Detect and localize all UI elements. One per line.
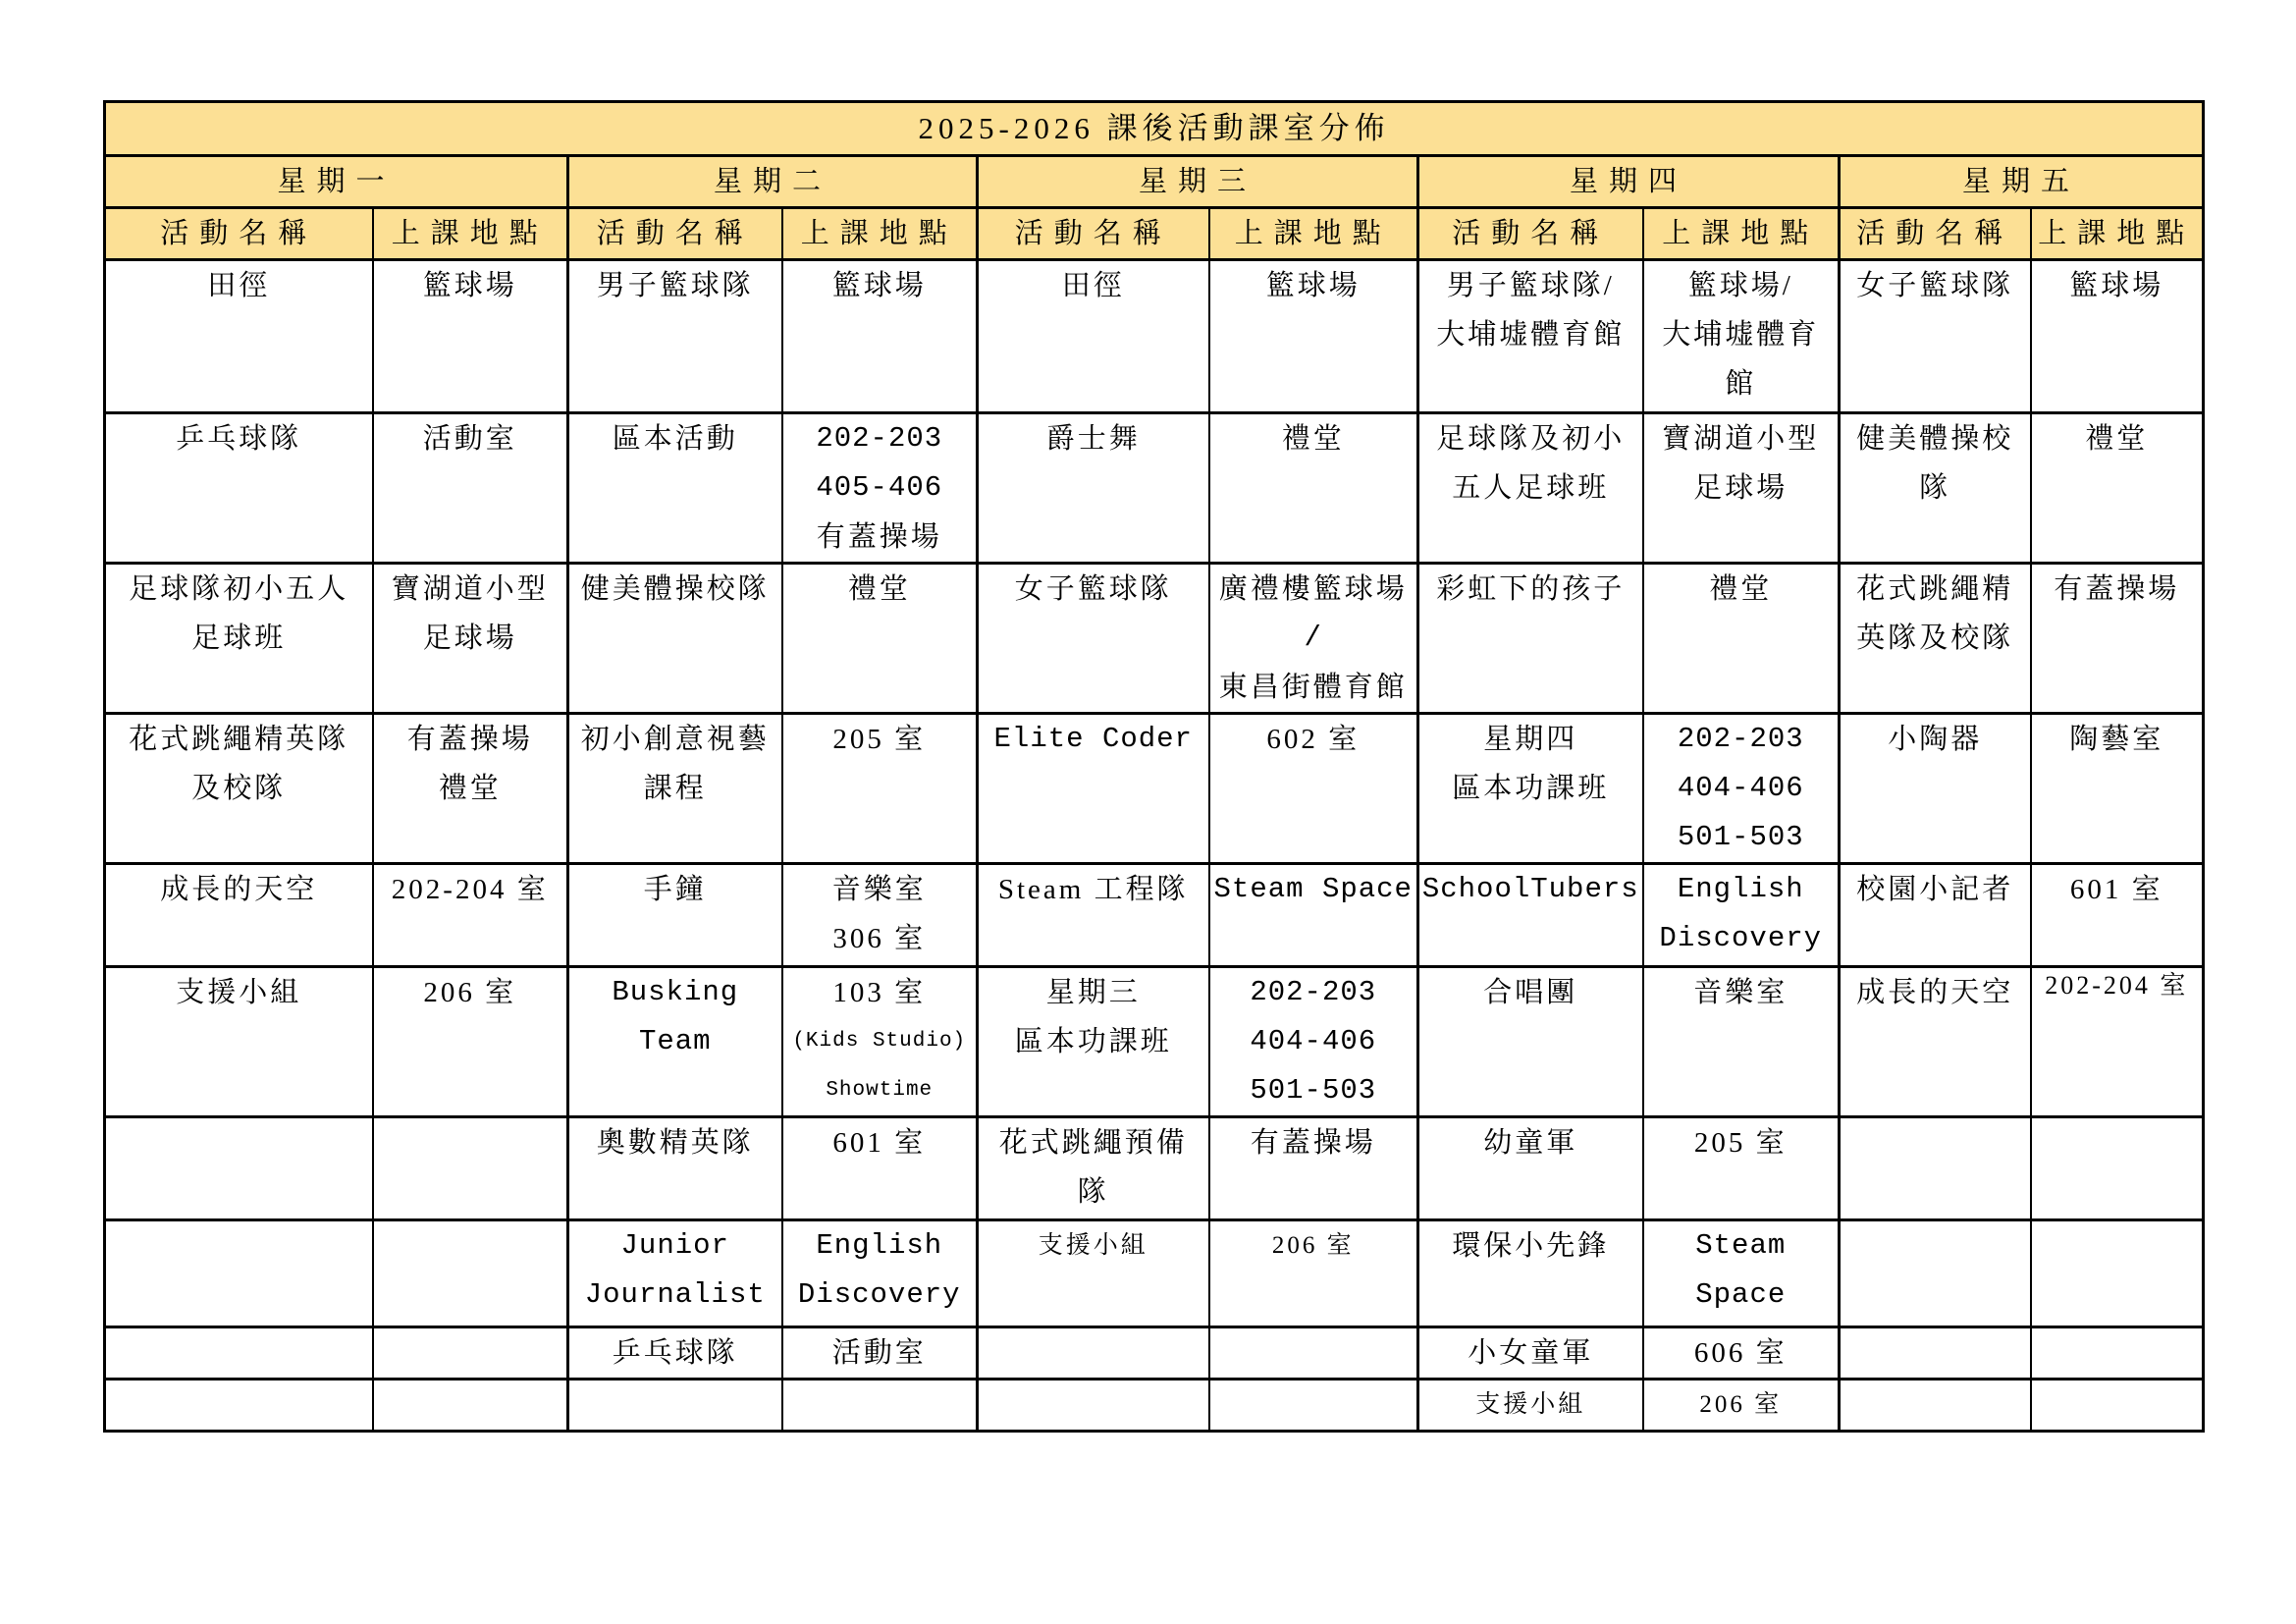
- activity-name-cell: [105, 967, 373, 1117]
- activity-name-cell: [1840, 413, 2031, 564]
- cell-line: 手鐘: [643, 874, 707, 905]
- table-title: 2025-2026 課後活動課室分佈: [105, 102, 2204, 156]
- location-cell: [2031, 714, 2204, 864]
- activity-name-cell: [105, 1327, 373, 1380]
- location-cell: [1643, 1380, 1840, 1432]
- table-row: [105, 1220, 2204, 1327]
- cell-line: 健美體操校隊: [580, 573, 770, 605]
- cell-line: 男子籃球隊: [596, 270, 754, 301]
- cell-line: 籃球場/: [1687, 270, 1793, 301]
- cell-line: 禮堂: [1709, 573, 1773, 605]
- location-cell: [782, 260, 978, 413]
- location-cell: [1643, 260, 1840, 413]
- cell-line: 足球場: [422, 623, 517, 654]
- cell-line: 有蓋操場: [2054, 573, 2180, 605]
- cell-line: SchoolTubers: [1421, 873, 1639, 905]
- cell-line: (Kids Studio): [792, 1030, 967, 1053]
- cell-line: Steam: [1695, 1229, 1787, 1262]
- activity-name-cell: [568, 413, 782, 564]
- day-header-monday: 星期一: [105, 156, 568, 208]
- table-row: [105, 967, 2204, 1117]
- cell-line: 籃球場: [422, 270, 517, 301]
- location-cell: [782, 1327, 978, 1380]
- activity-name-cell: [1840, 1117, 2031, 1220]
- cell-line: 星期三: [1045, 977, 1141, 1008]
- location-cell: [1643, 864, 1840, 967]
- location-cell: [373, 1117, 568, 1220]
- activity-name-cell: [568, 864, 782, 967]
- cell-line: 202-203: [816, 422, 943, 455]
- activity-name-cell: [978, 260, 1209, 413]
- location-cell: [373, 564, 568, 714]
- activity-name-cell: [1418, 260, 1643, 413]
- activity-name-cell: [978, 967, 1209, 1117]
- cell-line: Journalist: [584, 1278, 766, 1311]
- location-cell: [1209, 864, 1418, 967]
- subheader-location: 上課地點: [1209, 208, 1418, 260]
- activity-name-cell: [1840, 260, 2031, 413]
- activity-name-cell: [1418, 1327, 1643, 1380]
- cell-line: 課程: [643, 773, 707, 804]
- location-cell: [1643, 1220, 1840, 1327]
- cell-line: 花式跳繩精: [1856, 573, 2014, 605]
- cell-line: 花式跳繩預備: [998, 1127, 1188, 1159]
- activity-name-cell: [568, 564, 782, 714]
- activity-name-cell: [105, 864, 373, 967]
- cell-line: 田徑: [1061, 270, 1125, 301]
- location-cell: [373, 967, 568, 1117]
- day-header-tuesday: 星期二: [568, 156, 978, 208]
- cell-line: 202-204 室: [391, 874, 549, 905]
- activity-name-cell: [978, 1117, 1209, 1220]
- cell-line: 男子籃球隊/: [1446, 270, 1615, 301]
- activity-name-cell: [1418, 864, 1643, 967]
- location-cell: [1643, 714, 1840, 864]
- activity-name-cell: [978, 1327, 1209, 1380]
- table-row: [105, 260, 2204, 413]
- location-cell: [373, 714, 568, 864]
- cell-line: 活動室: [831, 1337, 927, 1369]
- cell-line: 小陶器: [1888, 724, 1983, 755]
- day-header-wednesday: 星期三: [978, 156, 1418, 208]
- activity-name-cell: [105, 260, 373, 413]
- location-cell: [2031, 864, 2204, 967]
- table-row: [105, 564, 2204, 714]
- cell-line: 405-406: [816, 471, 943, 504]
- activity-name-cell: [978, 413, 1209, 564]
- cell-line: 202-203: [1677, 723, 1804, 755]
- cell-line: 館: [1725, 368, 1757, 400]
- activity-name-cell: [568, 1117, 782, 1220]
- table-row: [105, 714, 2204, 864]
- activity-name-cell: [568, 1220, 782, 1327]
- activity-name-cell: [1840, 967, 2031, 1117]
- cell-line: 幼童軍: [1483, 1127, 1578, 1159]
- location-cell: [373, 864, 568, 967]
- subheader-activity-name: 活動名稱: [978, 208, 1209, 260]
- activity-name-cell: [105, 564, 373, 714]
- cell-line: 田徑: [207, 270, 271, 301]
- table-row: [105, 1327, 2204, 1380]
- activity-name-cell: [1840, 864, 2031, 967]
- cell-line: English: [1677, 873, 1804, 905]
- cell-line: 籃球場: [831, 270, 927, 301]
- cell-line: 成長的天空: [1856, 977, 2014, 1008]
- cell-line: 202-204 室: [2045, 971, 2189, 1000]
- cell-line: 及校隊: [191, 773, 287, 804]
- cell-line: 支援小組: [1475, 1391, 1586, 1418]
- subheader-row: [105, 208, 2204, 260]
- location-cell: [2031, 1220, 2204, 1327]
- activity-name-cell: [568, 967, 782, 1117]
- cell-line: 禮堂: [847, 573, 911, 605]
- cell-line: 爵士舞: [1045, 423, 1141, 455]
- cell-line: 501-503: [1677, 821, 1804, 853]
- cell-line: 足球班: [191, 623, 287, 654]
- location-cell: [1643, 1327, 1840, 1380]
- cell-line: Junior: [620, 1229, 729, 1262]
- location-cell: [782, 1117, 978, 1220]
- location-cell: [1209, 1220, 1418, 1327]
- cell-line: 有蓋操場: [816, 521, 942, 553]
- cell-line: 乒乓球隊: [612, 1337, 738, 1369]
- cell-line: 103 室: [832, 977, 927, 1008]
- location-cell: [373, 1380, 568, 1432]
- cell-line: 禮堂: [2085, 423, 2149, 455]
- cell-line: 區本活動: [612, 423, 738, 455]
- cell-line: 202-203: [1250, 976, 1377, 1008]
- cell-line: 足球隊及初小: [1436, 423, 1626, 455]
- cell-line: 有蓋操場: [1250, 1127, 1376, 1159]
- activity-name-cell: [1418, 564, 1643, 714]
- location-cell: [1209, 1117, 1418, 1220]
- cell-line: 支援小組: [176, 977, 302, 1008]
- location-cell: [1209, 967, 1418, 1117]
- activity-name-cell: [1840, 1327, 2031, 1380]
- activity-name-cell: [568, 1380, 782, 1432]
- location-cell: [373, 1220, 568, 1327]
- cell-line: 成長的天空: [160, 874, 318, 905]
- subheader-activity-name: 活動名稱: [105, 208, 373, 260]
- cell-line: 奧數精英隊: [596, 1127, 754, 1159]
- cell-line: 籃球場: [2069, 270, 2164, 301]
- cell-line: 音樂室: [831, 874, 927, 905]
- cell-line: 小女童軍: [1468, 1337, 1594, 1369]
- activity-name-cell: [978, 1220, 1209, 1327]
- schedule-body: [105, 260, 2204, 1432]
- cell-line: 404-406: [1677, 772, 1804, 804]
- location-cell: [2031, 1380, 2204, 1432]
- location-cell: [782, 413, 978, 564]
- location-cell: [373, 413, 568, 564]
- cell-line: 五人足球班: [1452, 472, 1610, 504]
- cell-line: Space: [1695, 1278, 1787, 1311]
- cell-line: 花式跳繩精英隊: [129, 724, 349, 755]
- activity-name-cell: [105, 714, 373, 864]
- subheader-location: 上課地點: [782, 208, 978, 260]
- activity-name-cell: [105, 1220, 373, 1327]
- activity-name-cell: [1840, 714, 2031, 864]
- location-cell: [2031, 967, 2204, 1117]
- subheader-location: 上課地點: [1643, 208, 1840, 260]
- cell-line: 寶湖道小型: [1662, 423, 1820, 455]
- subheader-activity-name: 活動名稱: [568, 208, 782, 260]
- cell-line: 音樂室: [1693, 977, 1789, 1008]
- cell-line: 初小創意視藝: [580, 724, 770, 755]
- location-cell: [1209, 1380, 1418, 1432]
- activity-name-cell: [1418, 1220, 1643, 1327]
- activity-name-cell: [105, 413, 373, 564]
- cell-line: Discovery: [1659, 922, 1823, 954]
- cell-line: 601 室: [832, 1127, 927, 1159]
- location-cell: [782, 564, 978, 714]
- cell-line: 乒乓球隊: [176, 423, 302, 455]
- activity-schedule-table: [103, 100, 2205, 1433]
- location-cell: [1209, 564, 1418, 714]
- title-row: [105, 102, 2204, 156]
- cell-line: Steam 工程隊: [997, 874, 1189, 905]
- cell-line: 306 室: [832, 923, 927, 954]
- cell-line: 支援小組: [1038, 1232, 1148, 1259]
- cell-line: 205 室: [832, 724, 927, 755]
- cell-line: /: [1304, 622, 1322, 654]
- location-cell: [2031, 564, 2204, 714]
- table-row: [105, 864, 2204, 967]
- cell-line: 合唱團: [1483, 977, 1578, 1008]
- subheader-location: 上課地點: [2031, 208, 2204, 260]
- activity-name-cell: [978, 564, 1209, 714]
- cell-line: 活動室: [422, 423, 517, 455]
- cell-line: 東昌街體育館: [1218, 672, 1408, 703]
- activity-name-cell: [568, 1327, 782, 1380]
- activity-name-cell: [568, 714, 782, 864]
- location-cell: [2031, 1327, 2204, 1380]
- location-cell: [373, 1327, 568, 1380]
- cell-line: 有蓋操場: [406, 724, 533, 755]
- location-cell: [782, 967, 978, 1117]
- location-cell: [1643, 967, 1840, 1117]
- cell-line: 區本功課班: [1452, 773, 1610, 804]
- cell-line: 校園小記者: [1856, 874, 2014, 905]
- location-cell: [1209, 1327, 1418, 1380]
- cell-line: 禮堂: [1281, 423, 1345, 455]
- activity-name-cell: [1840, 564, 2031, 714]
- cell-line: 彩虹下的孩子: [1436, 573, 1626, 605]
- cell-line: 女子籃球隊: [1014, 573, 1172, 605]
- cell-line: Elite Coder: [993, 723, 1193, 755]
- cell-line: 206 室: [423, 977, 517, 1008]
- cell-line: 陶藝室: [2069, 724, 2164, 755]
- location-cell: [2031, 260, 2204, 413]
- location-cell: [782, 1380, 978, 1432]
- cell-line: 足球隊初小五人: [129, 573, 349, 605]
- activity-name-cell: [1840, 1380, 2031, 1432]
- cell-line: 606 室: [1693, 1337, 1788, 1369]
- location-cell: [1643, 1117, 1840, 1220]
- cell-line: 籃球場: [1265, 270, 1361, 301]
- cell-line: 廣禮樓籃球場: [1218, 573, 1408, 605]
- activity-name-cell: [1418, 967, 1643, 1117]
- cell-line: 206 室: [1699, 1391, 1783, 1418]
- location-cell: [782, 1220, 978, 1327]
- location-cell: [1209, 413, 1418, 564]
- cell-line: 602 室: [1266, 724, 1361, 755]
- activity-name-cell: [1418, 714, 1643, 864]
- cell-line: 隊: [1919, 472, 1951, 504]
- location-cell: [373, 260, 568, 413]
- location-cell: [782, 714, 978, 864]
- cell-line: 大埔墟體育館: [1436, 319, 1626, 351]
- cell-line: Showtime: [826, 1079, 934, 1102]
- activity-name-cell: [105, 1117, 373, 1220]
- location-cell: [1643, 413, 1840, 564]
- cell-line: 501-503: [1250, 1074, 1377, 1107]
- day-header-friday: 星期五: [1840, 156, 2204, 208]
- cell-line: Busking Team: [612, 976, 739, 1057]
- table-row: [105, 1380, 2204, 1432]
- location-cell: [1643, 564, 1840, 714]
- cell-line: 寶湖道小型: [391, 573, 549, 605]
- cell-line: 區本功課班: [1014, 1026, 1172, 1057]
- cell-line: 英隊及校隊: [1856, 623, 2014, 654]
- subheader-activity-name: 活動名稱: [1840, 208, 2031, 260]
- activity-name-cell: [1840, 1220, 2031, 1327]
- activity-name-cell: [978, 714, 1209, 864]
- cell-line: 星期四: [1483, 724, 1578, 755]
- activity-name-cell: [1418, 1117, 1643, 1220]
- cell-line: 足球場: [1693, 472, 1789, 504]
- cell-line: 206 室: [1271, 1232, 1355, 1259]
- cell-line: 601 室: [2069, 874, 2163, 905]
- activity-name-cell: [978, 1380, 1209, 1432]
- location-cell: [1209, 714, 1418, 864]
- location-cell: [1209, 260, 1418, 413]
- cell-line: 健美體操校: [1856, 423, 2014, 455]
- activity-name-cell: [978, 864, 1209, 967]
- cell-line: 大埔墟體育: [1662, 319, 1820, 351]
- location-cell: [2031, 1117, 2204, 1220]
- day-header-row: [105, 156, 2204, 208]
- subheader-activity-name: 活動名稱: [1418, 208, 1643, 260]
- cell-line: Steam Space: [1213, 873, 1413, 905]
- cell-line: 205 室: [1693, 1127, 1788, 1159]
- table-row: [105, 1117, 2204, 1220]
- cell-line: 404-406: [1250, 1025, 1377, 1057]
- activity-name-cell: [1418, 413, 1643, 564]
- cell-line: English: [816, 1229, 943, 1262]
- activity-name-cell: [1418, 1380, 1643, 1432]
- cell-line: 女子籃球隊: [1856, 270, 2014, 301]
- day-header-thursday: 星期四: [1418, 156, 1840, 208]
- location-cell: [2031, 413, 2204, 564]
- cell-line: 隊: [1077, 1176, 1109, 1208]
- table-row: [105, 413, 2204, 564]
- activity-name-cell: [105, 1380, 373, 1432]
- location-cell: [782, 864, 978, 967]
- cell-line: 環保小先鋒: [1452, 1230, 1610, 1262]
- cell-line: Discovery: [797, 1278, 961, 1311]
- activity-name-cell: [568, 260, 782, 413]
- subheader-location: 上課地點: [373, 208, 568, 260]
- cell-line: 禮堂: [438, 773, 502, 804]
